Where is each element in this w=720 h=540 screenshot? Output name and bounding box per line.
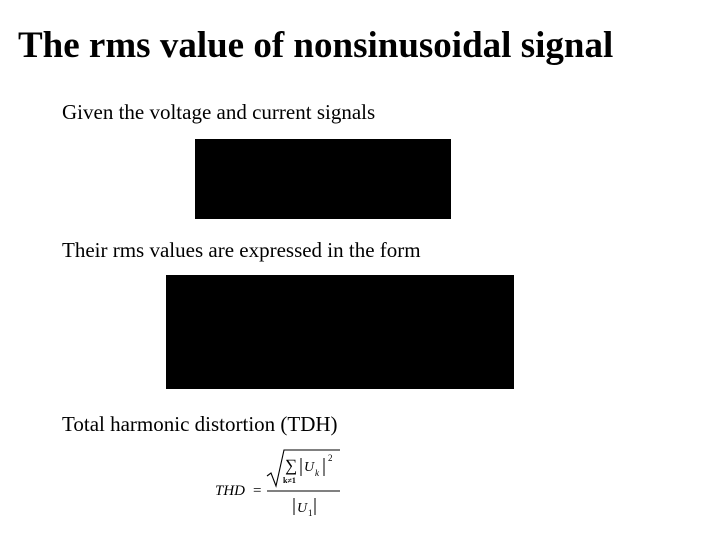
denominator-var: U [297,501,308,516]
voltage-current-text: Given the voltage and current signals [62,100,376,124]
equals-sign: = [253,483,262,499]
sum-symbol: ∑ [285,456,298,475]
voltage-current-equation-image [195,139,451,219]
rms-equation-image [166,275,514,389]
numerator-sub: k [315,468,319,478]
rms-values-text: Their rms values are expressed in the form [62,238,421,262]
numerator-var: U [304,460,315,475]
thd-text: Total harmonic distortion (TDH) [62,412,338,436]
thd-label: THD [215,483,246,499]
sum-index: k≠1 [283,476,296,485]
slide-title: The rms value of nonsinusoidal signal [18,25,614,66]
exponent: 2 [328,453,333,463]
denominator-sub: 1 [308,508,313,518]
thd-formula [212,446,342,518]
